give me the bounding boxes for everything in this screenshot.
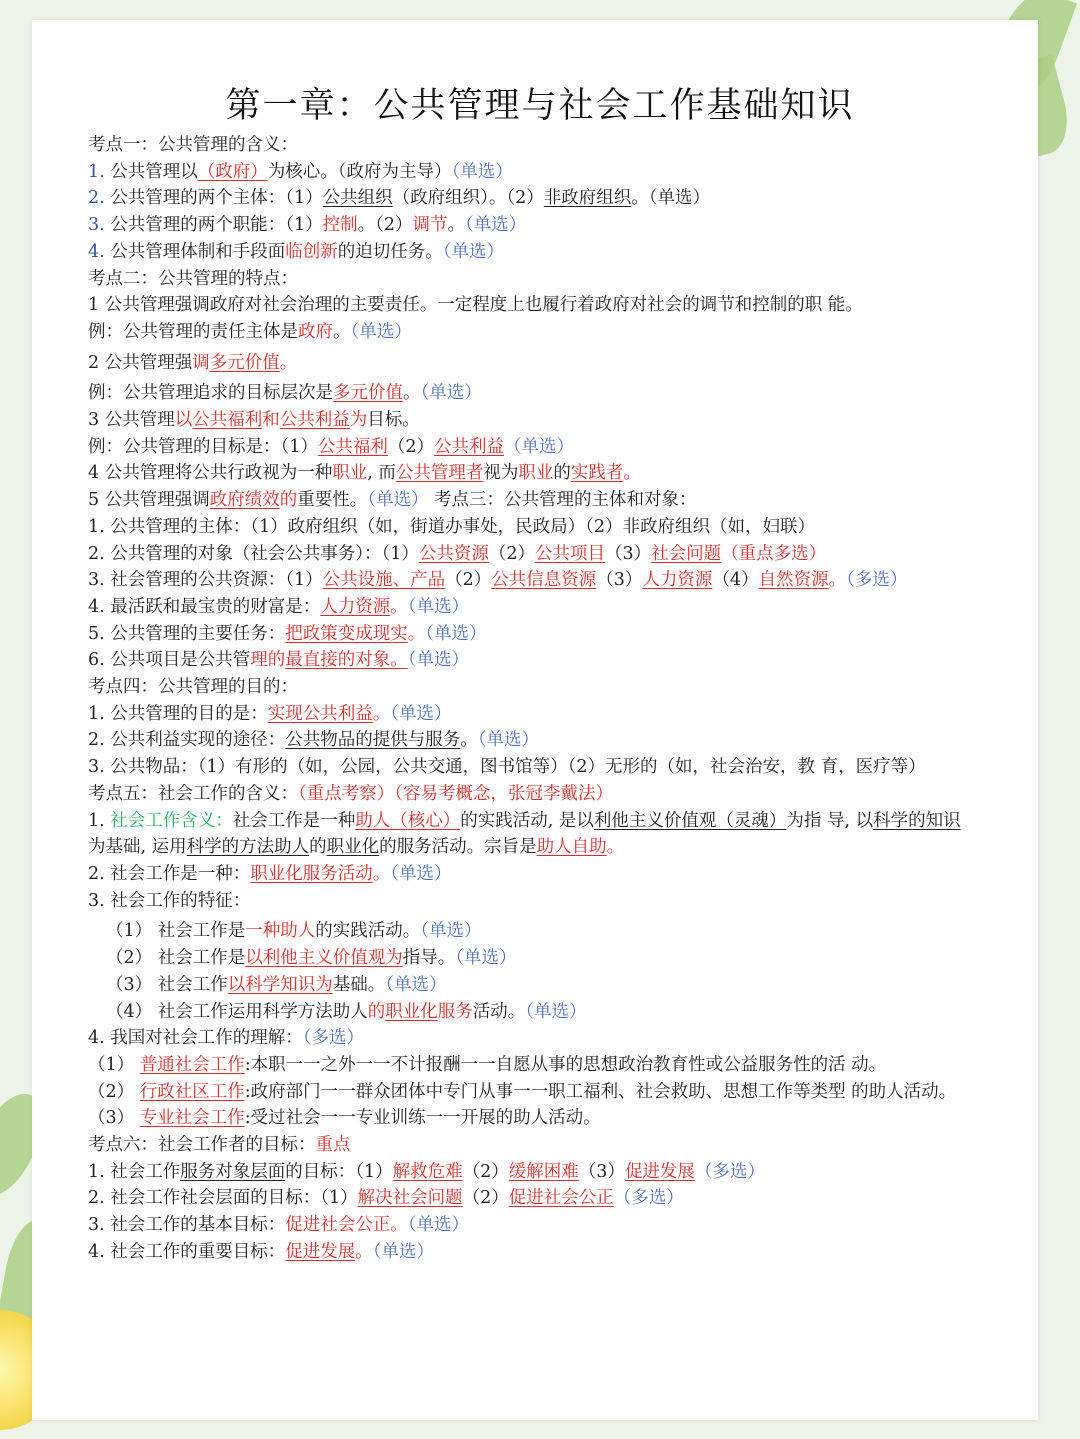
text-line (88, 594, 968, 621)
text-segment: 目标。 (367, 410, 420, 431)
text-line (88, 350, 968, 377)
text-line (88, 1239, 968, 1266)
text-segment: （3） 社会工作 (106, 974, 228, 995)
text-segment: （多选） (613, 1188, 684, 1209)
text-line (88, 266, 968, 293)
text-segment: 公共设施、产品 (322, 570, 446, 591)
text-segment: 公共福利 (317, 436, 388, 457)
text-segment: 促进发展 (624, 1161, 695, 1182)
text-segment: 最直接的对象。 (285, 650, 408, 671)
text-segment: 。 (623, 463, 641, 484)
text-segment: 为指 导, 以 (786, 810, 874, 831)
text-segment: 把政策变成现实 (285, 623, 408, 644)
text-segment: 基础。 (332, 974, 386, 995)
text-line (88, 647, 968, 674)
text-segment: 例：公共管理追求的目标层次是 (88, 383, 333, 404)
text-line (88, 380, 968, 407)
text-line (88, 1185, 968, 1212)
text-segment: 的 (309, 837, 327, 858)
text-segment: 缓解困难 (508, 1161, 579, 1182)
text-line (88, 212, 968, 239)
text-segment: 多元价值 (209, 352, 280, 373)
text-segment: 3. 公共物品：（1）有形的（如，公园，公共交通，图书馆等）（2）无形的（如，社会治安，教 育，医疗等） (88, 757, 926, 778)
text-segment: （3） (605, 543, 652, 564)
text-line (88, 727, 968, 754)
text-segment: 以科学知识为 (227, 974, 333, 995)
text-segment: 职业化服务活动 (250, 863, 373, 884)
text-segment: 的实践活动。 (315, 921, 421, 942)
text-segment: 的目标：（1） (285, 1161, 393, 1182)
text-segment: （2） (488, 543, 536, 564)
text-segment: 。 (390, 1215, 408, 1236)
text-segment: 社会工作是一种 (232, 810, 356, 831)
text-segment: 5 公共管理强调 (88, 490, 210, 511)
text-segment: 重要性。 (297, 490, 368, 511)
text-segment: 。 (407, 623, 426, 644)
text-segment: 控制 (322, 215, 358, 236)
text-segment: 3. 社会管理的公共资源：（1） (88, 570, 323, 591)
text-segment: 促进社会公正 (285, 1215, 391, 1236)
text-segment: 。 (390, 596, 408, 617)
text-line (88, 434, 968, 461)
text-line (88, 487, 968, 514)
text-line (88, 541, 968, 568)
text-line (88, 460, 968, 487)
text-segment: 的迫切任务。 (337, 241, 443, 262)
text-segment: 3 公共管理 (88, 410, 175, 431)
text-segment: 3. 社会工作的基本目标： (88, 1215, 286, 1236)
text-segment: 理的 (250, 650, 286, 671)
text-segment: （单选） (425, 623, 487, 644)
text-segment: 。 (606, 837, 625, 858)
text-line (88, 1052, 968, 1079)
text-segment: 助人自助 (536, 837, 607, 858)
text-segment: （政府） (197, 161, 268, 182)
text-segment: 1. 公共管理的目的是： (88, 703, 268, 724)
text-segment: 考点六：社会工作者的目标： (88, 1135, 316, 1156)
text-segment: （单选） (372, 1241, 435, 1262)
text-segment: 政府绩效 (209, 490, 280, 511)
text-line (88, 1159, 968, 1186)
text-segment: 职业 (332, 463, 368, 484)
text-segment: 。 (279, 352, 298, 373)
text-segment: 调节 (412, 215, 448, 236)
text-segment: 非政府组织 (543, 188, 632, 209)
text-segment: （政府组织）。（2） (392, 188, 544, 209)
text-segment: 活动。 (472, 1001, 526, 1022)
text-segment: 公共物品的提供与服务 (285, 730, 461, 751)
text-segment: （重点考察）（容易考概念，张冠李戴法） (298, 783, 613, 804)
text-segment: 2. 社会工作是一种： (88, 863, 251, 884)
text-segment: 例：公共管理的目标是：（1） (88, 436, 318, 457)
text-segment: 1. 公共管理的主体：（1）政府组织（如，街道办事处，民政局）（2）非政府组织（如，妇联） (88, 516, 816, 537)
text-segment: 公共管理以 (104, 161, 198, 182)
text-segment: 助人（核心） (355, 810, 461, 831)
text-segment: 1. 社会工作 (88, 1161, 181, 1182)
text-segment: （单选） (525, 1001, 587, 1022)
text-line (88, 888, 968, 915)
text-segment: （2） (88, 1081, 140, 1102)
text-segment: 。 (372, 863, 391, 884)
text-segment: 实践者 (570, 463, 624, 484)
text-segment: 普通社会工作 (139, 1054, 245, 1075)
text-segment: 调 (192, 352, 210, 373)
text-line (88, 1079, 968, 1106)
text-segment: （单选） (390, 863, 452, 884)
text-segment: （2） (445, 570, 492, 591)
text-segment: 社会问题 (651, 543, 722, 564)
text-line (88, 701, 968, 728)
page-title: 第一章：公共管理与社会工作基础知识 (225, 86, 855, 126)
text-line (88, 239, 968, 266)
text-segment: 例：公共管理的责任主体是 (88, 321, 298, 342)
text-line (88, 1132, 968, 1159)
text-segment: 考点四：公共管理的目的： (88, 677, 298, 698)
text-segment: 以 (174, 410, 193, 431)
text-segment: （2） (462, 1161, 509, 1182)
text-segment: 公共利益 (434, 436, 505, 457)
text-segment: （2） (462, 1188, 509, 1209)
text-segment: （单选） (367, 490, 429, 511)
text-segment: （1） 社会工作是 (106, 921, 246, 942)
text-segment: （单选） (350, 321, 412, 342)
text-segment: 。（2） (357, 215, 413, 236)
text-segment: （单选） (407, 650, 470, 671)
text-segment: 2. 公共利益实现的途径： (88, 730, 286, 751)
text-segment: 。 (403, 383, 421, 404)
text-segment: 4. 我国对社会工作的理解： (88, 1028, 303, 1049)
text-line (88, 292, 968, 319)
text-segment: 科学的方法助人 (186, 837, 310, 858)
text-line (88, 808, 968, 861)
text-line (88, 185, 968, 212)
text-segment: 为 (349, 410, 368, 431)
text-segment: 1 公共管理强调政府对社会治理的主要责任。一定程度上也履行着政府对社会的调节和控制的职 能。 (88, 295, 863, 316)
text-segment: 促进社会公正 (508, 1188, 614, 1209)
text-line (88, 1212, 968, 1239)
text-segment: 3. (88, 215, 105, 236)
text-segment: 考点五：社会工作的含义： (88, 783, 298, 804)
text-segment: 自然资源 (758, 570, 829, 591)
text-segment: 。 (447, 215, 466, 236)
text-segment: 助人 (280, 921, 316, 942)
text-segment: 服务 (437, 1001, 473, 1022)
text-segment: 公共管理的两个职能：（1） (104, 215, 323, 236)
text-segment: （2） (387, 436, 435, 457)
text-segment: 职业化 (385, 1001, 438, 1022)
text-segment: 为基础, 运用 (88, 837, 187, 858)
text-segment: 4. 最活跃和最宝贵的财富是： (88, 596, 321, 617)
text-segment: 公共信息资源 (491, 570, 597, 591)
text-segment: 2 公共管理强 (88, 352, 193, 373)
text-segment: 的 (367, 1001, 386, 1022)
text-segment: 以利他主义价值观为 (245, 948, 403, 969)
text-line (88, 861, 968, 888)
text-segment: 1. (88, 810, 111, 831)
text-segment: 公共管理的两个主体：（1） (104, 188, 323, 209)
text-segment: 1. (88, 161, 105, 182)
text-segment: （多选） (302, 1028, 365, 1049)
text-segment: 考点三：公共管理的主体和对象： (428, 490, 697, 511)
text-segment: （多选） (846, 570, 908, 591)
text-line (88, 514, 968, 541)
text-segment: :受过社会一一专业训练一一开展的助人活动。 (244, 1108, 601, 1129)
text-segment: 解决社会问题 (357, 1188, 463, 1209)
text-segment: 服务对象层面 (180, 1161, 286, 1182)
text-line (88, 132, 968, 159)
text-line (88, 945, 968, 972)
text-segment: （3） (88, 1108, 140, 1129)
text-segment: 行政社区工作 (139, 1081, 245, 1102)
text-segment: 。 (372, 703, 391, 724)
text-segment: 。 (460, 730, 478, 751)
text-segment: 。（单选） (631, 188, 711, 209)
text-segment: 公共福利 (192, 410, 263, 431)
text-segment: （单选） (420, 921, 482, 942)
text-segment: （多选） (694, 1161, 765, 1182)
text-segment: （单选） (477, 730, 540, 751)
text-segment: 职业 (518, 463, 554, 484)
text-segment: 的 (553, 463, 571, 484)
text-segment: 解救危难 (392, 1161, 463, 1182)
text-line (88, 972, 968, 999)
text-segment: 2. (88, 188, 105, 209)
text-segment: 的实践活动, 是以 (460, 810, 594, 831)
text-segment: 为核心。（政府为主导） (267, 161, 452, 182)
text-segment: 专业社会工作 (139, 1108, 245, 1129)
text-segment: , 而 (367, 463, 396, 484)
text-segment: 4 公共管理将公共行政视为一种 (88, 463, 333, 484)
text-line (88, 754, 968, 781)
text-segment: 临创新 (285, 241, 338, 262)
text-segment: （单选） (390, 703, 452, 724)
text-segment: （单选） (465, 215, 527, 236)
text-segment: 指导。 (402, 948, 456, 969)
text-segment: 。 (355, 1241, 373, 1262)
text-line (88, 1105, 968, 1132)
text-segment: 公共利益 (279, 410, 350, 431)
text-segment: （3） (596, 570, 643, 591)
text-segment: 公共资源 (418, 543, 489, 564)
text-segment: 利他主义价值观（灵魂） (593, 810, 787, 831)
document-body (88, 132, 968, 1266)
text-segment: 公共项目 (535, 543, 606, 564)
text-segment: 视为 (483, 463, 519, 484)
text-segment: :政府部门一一群众团体中专门从事一一职工福利、社会救助、思想工作等类型 的助人活动。 (244, 1081, 957, 1102)
text-line (88, 1025, 968, 1052)
text-segment: 考点一：公共管理的含义： (88, 135, 298, 155)
text-segment: 促进发展 (285, 1241, 356, 1262)
text-segment: 6. 公共项目是公共管 (88, 650, 251, 671)
text-segment: （3） (578, 1161, 625, 1182)
text-segment: 一种 (245, 921, 281, 942)
text-segment: （单选） (455, 948, 517, 969)
text-segment: 。 (828, 570, 847, 591)
text-segment: 公共管理体制和手段面 (104, 241, 286, 262)
text-segment: （4） 社会工作运用科学方法助人 (106, 1001, 368, 1022)
text-segment: （4） (712, 570, 759, 591)
text-segment: （重点多选） (721, 543, 827, 564)
text-segment: 政府 (298, 321, 333, 342)
text-segment: （单选） (407, 596, 470, 617)
text-segment: （单选） (420, 383, 482, 404)
text-segment: 和 (262, 410, 280, 431)
text-segment: 3. 社会工作的特征： (88, 890, 251, 911)
text-segment: 的服务活动。宗旨是 (379, 837, 537, 858)
text-segment: 公共管理者 (395, 463, 484, 484)
text-segment: 人力资源 (320, 596, 391, 617)
text-segment: 重点 (315, 1135, 351, 1156)
text-line (88, 407, 968, 434)
text-line (88, 567, 968, 594)
text-segment: （2） 社会工作是 (106, 948, 246, 969)
text-segment: 人力资源 (642, 570, 713, 591)
text-segment: 职业化 (326, 837, 380, 858)
text-segment: 多元价值 (333, 383, 403, 404)
text-line (88, 674, 968, 701)
text-segment: 科学的知识 (873, 810, 961, 831)
text-segment: 4. 社会工作的重要目标： (88, 1241, 286, 1262)
text-line (88, 319, 968, 346)
text-segment: :本职一一之外一一不计报酬一一自愿从事的思想政治教育性或公益服务性的活 动。 (244, 1054, 887, 1075)
text-segment: （单选） (407, 1215, 470, 1236)
text-segment: 2. 社会工作社会层面的目标：（1） (88, 1188, 358, 1209)
text-segment: 5. 公共管理的主要任务： (88, 623, 286, 644)
text-segment: （单选） (504, 436, 575, 457)
text-segment: （单选） (451, 161, 513, 182)
text-line (88, 621, 968, 648)
text-segment: 。 (333, 321, 351, 342)
text-segment: （单选） (442, 241, 505, 262)
text-segment: 社会工作含义： (110, 810, 233, 831)
text-line (88, 918, 968, 945)
text-line (88, 999, 968, 1026)
text-segment: 2. 公共管理的对象（社会公共事务）：（1） (88, 543, 419, 564)
text-segment: （1） (88, 1054, 140, 1075)
text-segment: 考点二：公共管理的特点： (88, 268, 298, 289)
text-segment: 公共组织 (322, 188, 393, 209)
text-line (88, 159, 968, 186)
text-segment: 4. (88, 241, 105, 262)
text-line (88, 781, 968, 808)
text-segment: 的 (279, 490, 298, 511)
text-segment: （单选） (385, 974, 447, 995)
text-segment: 实现公共利益 (267, 703, 373, 724)
